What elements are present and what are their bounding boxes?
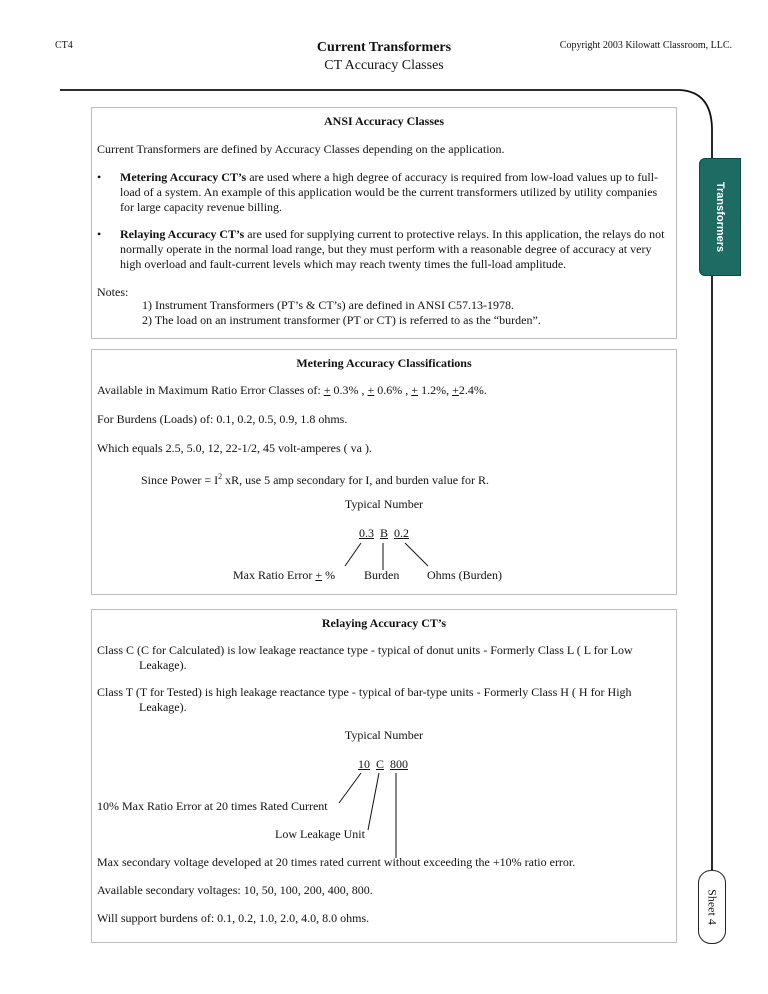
metering-va: Which equals 2.5, 5.0, 12, 22-1/2, 45 volt-amperes ( va ). bbox=[97, 441, 372, 455]
bullet-metering-bold: Metering Accuracy CT’s bbox=[120, 170, 247, 184]
page-subtitle: CT Accuracy Classes bbox=[324, 58, 444, 73]
pm-sign: + bbox=[323, 383, 331, 397]
pm-sign: + bbox=[315, 568, 323, 582]
note-1: 1) Instrument Transformers (PT’s & CT’s) are defined in ANSI C57.13-1978. bbox=[142, 298, 514, 312]
copyright: Copyright 2003 Kilowatt Classroom, LLC. bbox=[559, 40, 732, 51]
metering-box bbox=[91, 349, 677, 595]
meter-num-ohms: 0.2 bbox=[394, 526, 409, 540]
note-2: 2) The load on an instrument transformer (PT or CT) is referred to as the “burden”. bbox=[142, 313, 541, 327]
power-formula bbox=[141, 469, 670, 488]
page-title: Current Transformers bbox=[316, 40, 452, 55]
bullet-dot: • bbox=[97, 170, 102, 184]
meter-num-burden: B bbox=[379, 526, 388, 540]
class-value: 2.4%. bbox=[458, 383, 487, 397]
relay-num-error: 10 bbox=[358, 757, 370, 771]
metering-error-classes bbox=[97, 383, 670, 398]
meter-label-burden: Burden bbox=[364, 568, 400, 582]
metering-typical-number bbox=[92, 526, 676, 541]
relay-label-error: 10% Max Ratio Error at 20 times Rated Current bbox=[97, 799, 328, 813]
power-formula-b: xR, use 5 amp secondary for I, and burden value for R. bbox=[222, 473, 490, 487]
transformers-tab[interactable] bbox=[699, 158, 741, 276]
meter-num-error: 0.3 bbox=[358, 526, 374, 540]
relay-num-class: C bbox=[376, 757, 385, 771]
meter-label-error-b: % bbox=[322, 568, 336, 582]
relay-burdens: Will support burdens of: 0.1, 0.2, 1.0, 2.0, 4.0, 8.0 ohms. bbox=[97, 911, 370, 925]
class-value: 0.6% , bbox=[374, 383, 412, 397]
relaying-typical-label: Typical Number bbox=[344, 728, 424, 742]
ansi-box bbox=[91, 107, 677, 339]
relay-num-voltage: 800 bbox=[390, 757, 409, 771]
transformers-tab-label: Transformers bbox=[714, 181, 726, 253]
meter-label-error-a: Max Ratio Error bbox=[233, 568, 316, 582]
power-formula-sup: 2 bbox=[218, 472, 223, 481]
error-classes-prefix: Available in Maximum Ratio Error Classes of: bbox=[97, 383, 324, 397]
bullet-relaying-bold: Relaying Accuracy CT’s bbox=[120, 227, 245, 241]
relaying-box bbox=[91, 609, 677, 943]
meter-label-error bbox=[233, 568, 335, 583]
bullet-metering-text: are used where a high degree of accuracy is required from low-load values up to full-load of a system. An example of this application would be the current transformers utilized by utility companies for large capacity revenue billing. bbox=[120, 170, 659, 214]
notes-label: Notes: bbox=[97, 285, 129, 299]
pm-sign: + bbox=[367, 383, 375, 397]
class-t-description: Class T (T for Tested) is high leakage reactance type - typical of bar-type units - Formerly Class H ( H for High Leakage). bbox=[97, 685, 632, 714]
relay-label-unit: Low Leakage Unit bbox=[275, 827, 365, 841]
metering-typical-label: Typical Number bbox=[344, 497, 424, 511]
page-code: CT4 bbox=[55, 40, 73, 51]
bullet-dot: • bbox=[97, 227, 102, 241]
power-formula-a: Since Power = I bbox=[141, 473, 219, 487]
ansi-title: ANSI Accuracy Classes bbox=[324, 114, 444, 128]
relaying-title: Relaying Accuracy CT’s bbox=[321, 616, 447, 630]
sheet-label: Sheet 4 bbox=[705, 889, 720, 925]
relaying-typical-number bbox=[358, 757, 408, 772]
class-value: 1.2%, bbox=[418, 383, 453, 397]
pm-sign: + bbox=[452, 383, 459, 397]
relay-voltages: Available secondary voltages: 10, 50, 100, 200, 400, 800. bbox=[97, 883, 373, 897]
metering-title: Metering Accuracy Classifications bbox=[296, 356, 472, 370]
sheet-badge bbox=[698, 870, 726, 944]
class-value: 0.3% , bbox=[330, 383, 368, 397]
relay-label-voltage: Max secondary voltage developed at 20 times rated current without exceeding the +10% ratio error. bbox=[97, 855, 576, 869]
ansi-intro: Current Transformers are defined by Accuracy Classes depending on the application. bbox=[97, 142, 505, 156]
pm-sign: + bbox=[411, 383, 419, 397]
meter-label-ohms: Ohms (Burden) bbox=[427, 568, 502, 582]
class-c-description: Class C (C for Calculated) is low leakage reactance type - typical of donut units - Formerly Class L ( L for Low Leakage). bbox=[97, 643, 633, 672]
metering-burdens: For Burdens (Loads) of: 0.1, 0.2, 0.5, 0.9, 1.8 ohms. bbox=[97, 412, 348, 426]
bullet-relaying-text: are used for supplying current to protective relays. In this application, the relays do not normally operate in the normal load range, but they must perform with a reasonable degree of accuracy at very high overload and fault-current levels which may reach twenty times the full-load amplitude. bbox=[120, 227, 665, 271]
